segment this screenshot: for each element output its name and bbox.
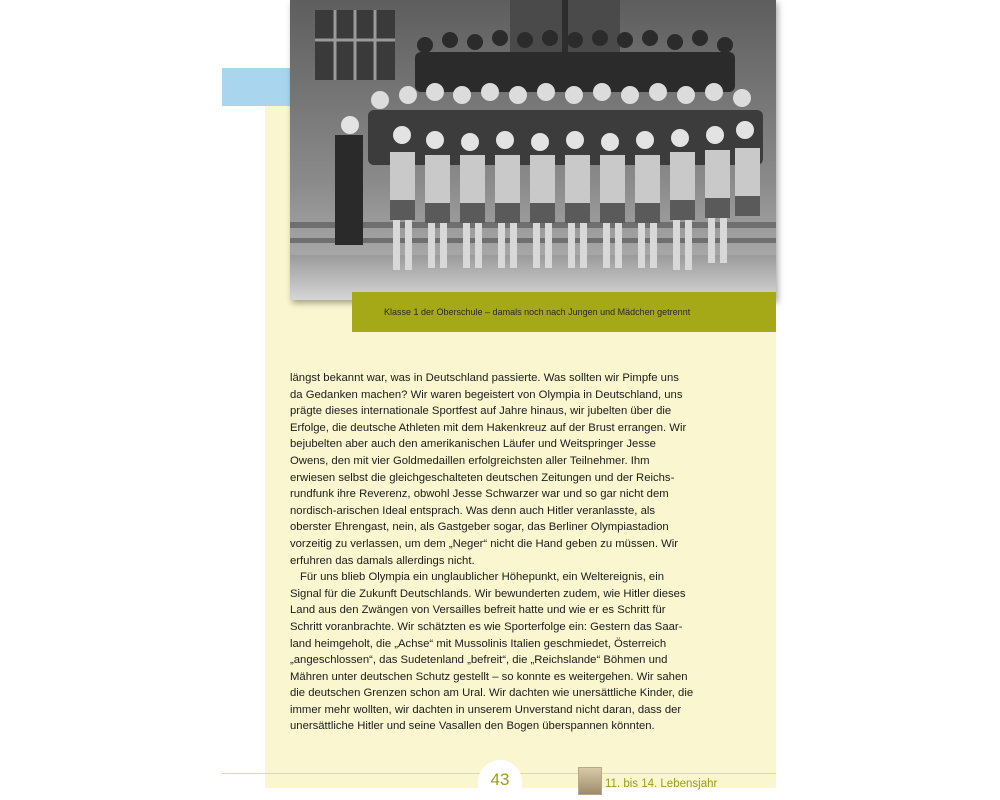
text-line: Owens, den mit vier Goldmedaillen erfolgreichsten aller Teilnehmer. Ihm — [290, 454, 650, 467]
class-photo — [290, 0, 776, 300]
photo-caption-bar — [352, 292, 776, 332]
text-line: erfuhren das damals allerdings nicht. — [290, 554, 475, 567]
body-text — [290, 370, 720, 735]
paragraph-2 — [290, 569, 720, 735]
text-line: Für uns blieb Olympia ein unglaublicher Höhepunkt, ein Weltereignis, ein — [300, 571, 665, 584]
chapter-thumbnail — [578, 767, 602, 795]
page-number: 43 — [490, 770, 510, 789]
text-line: „angeschlossen“, das Sudetenland „befreit“, die „Reichslande“ Böhmen und — [290, 654, 668, 667]
text-line: vorzeitig zu verlassen, um dem „Neger“ nicht die Hand geben zu müssen. Wir — [290, 537, 679, 550]
text-line: Erfolge, die deutsche Athleten mit dem Hakenkreuz auf der Brust errangen. Wir — [290, 421, 687, 434]
text-line: rundfunk ihre Reverenz, obwohl Jesse Schwarzer war und so gar nicht dem — [290, 488, 669, 501]
photo-caption: Klasse 1 der Oberschule – damals noch nach Jungen und Mädchen getrennt — [384, 307, 691, 317]
text-line: immer mehr wollten, wir dachten in unserem Unverstand nicht daran, dass der — [290, 703, 682, 716]
text-line: land heimgeholt, die „Achse“ mit Mussolinis Italien geschmiedet, Österreich — [290, 637, 667, 650]
text-line: Land aus den Zwängen von Versailles befreit hatte und wie er es Schritt für — [290, 604, 666, 617]
text-line: die deutschen Grenzen schon am Ural. Wir dachten wie unersättliche Kinder, die — [290, 687, 694, 700]
text-line: da Gedanken machen? Wir waren begeistert von Olympia in Deutschland, uns — [290, 388, 683, 401]
text-line: längst bekannt war, was in Deutschland passierte. Was sollten wir Pimpfe uns — [290, 372, 679, 384]
paragraph-1 — [290, 370, 720, 569]
text-line: prägte dieses internationale Sportfest auf Jahre hinaus, wir jubelten über die — [290, 405, 672, 418]
blue-tab-decoration — [222, 68, 296, 106]
text-line: unersättliche Hitler und seine Vasallen den Bogen überspannen könnten. — [290, 720, 655, 733]
text-line: Mähren unter deutschen Schutz gestellt – so konnte es weitergehen. Wir sahen — [290, 670, 688, 683]
text-line: oberster Ehrengast, nein, als Gastgeber sogar, das Berliner Olympiastadion — [290, 521, 669, 534]
text-line: bejubelten aber auch den amerikanischen Läufer und Weitspringer Jesse — [290, 438, 656, 451]
text-line: nordisch-arischen Ideal entsprach. Was denn auch Hitler veranlasste, als — [290, 504, 656, 517]
text-line: Schritt voranbrachte. Wir schätzten es wie Sporterfolge ein: Gestern das Saar- — [290, 620, 683, 633]
chapter-title: 11. bis 14. Lebensjahr — [605, 778, 718, 790]
text-line: erwiesen selbst die gleichgeschalteten deutschen Zeitungen und der Reichs- — [290, 471, 675, 484]
text-line: Signal für die Zukunft Deutschlands. Wir bewunderten zudem, wie Hitler dieses — [290, 587, 686, 600]
